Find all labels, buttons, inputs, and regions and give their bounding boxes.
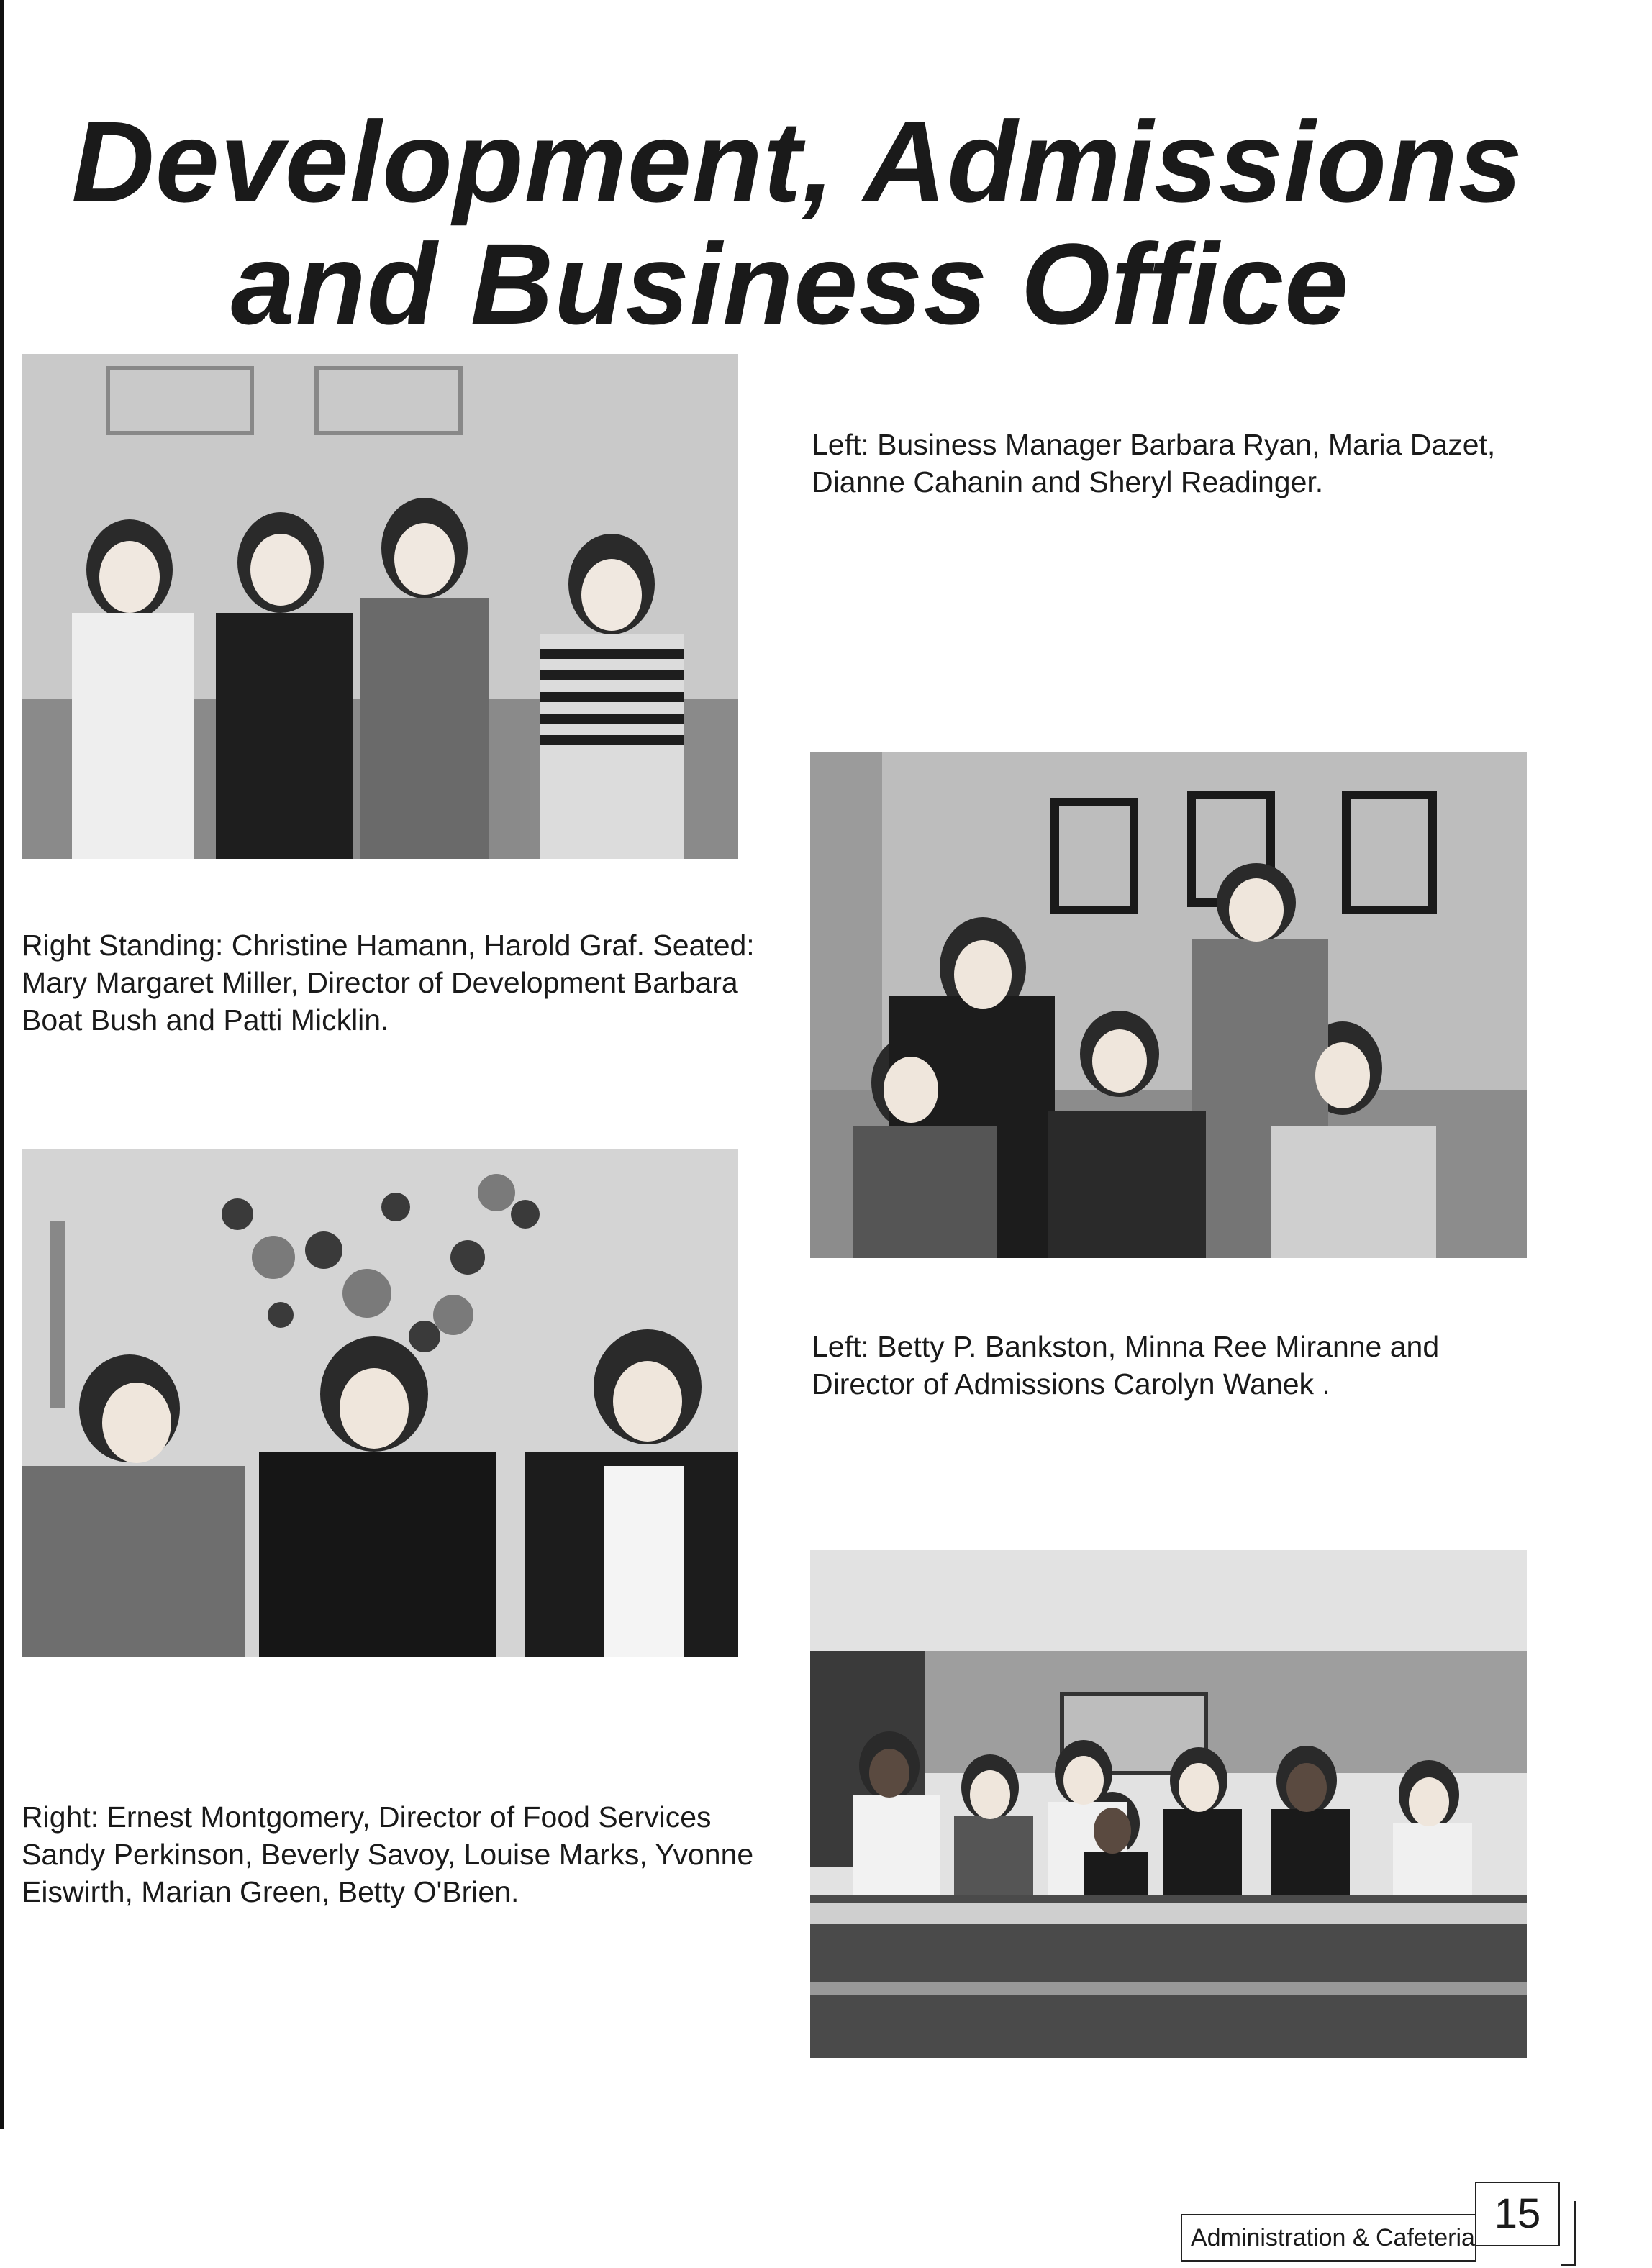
caption-line: Left: Betty P. Bankston, Minna Ree Miranne and (812, 1330, 1440, 1363)
page-number-tab (1561, 2201, 1576, 2266)
caption-business-office (812, 426, 1495, 501)
caption-line: Sandy Perkinson, Beverly Savoy, Louise Marks, Yvonne (22, 1838, 754, 1871)
caption-line: Boat Bush and Patti Micklin. (22, 1003, 389, 1037)
caption-line: Mary Margaret Miller, Director of Development Barbara (22, 966, 738, 999)
caption-admissions (812, 1328, 1439, 1403)
page-title-line-1: Development, Admissions (71, 97, 1523, 226)
photo-admissions-office (22, 1149, 738, 1657)
caption-development (22, 926, 755, 1039)
caption-line: Eiswirth, Marian Green, Betty O'Brien. (22, 1875, 519, 1908)
caption-line: Left: Business Manager Barbara Ryan, Maria Dazet, (812, 428, 1496, 461)
photo-development-office (810, 752, 1527, 1258)
page-title-line-2: and Business Office (230, 219, 1350, 348)
caption-line: Director of Admissions Carolyn Wanek . (812, 1367, 1330, 1401)
page-number: 15 (1475, 2182, 1560, 2246)
caption-line: Right: Ernest Montgomery, Director of Food Services (22, 1800, 712, 1834)
caption-food-services (22, 1798, 753, 1911)
footer-section-label: Administration & Cafeteria (1191, 2224, 1475, 2251)
caption-line: Dianne Cahanin and Sheryl Readinger. (812, 465, 1324, 498)
photo-cafeteria-staff (810, 1550, 1527, 2058)
caption-line: Right Standing: Christine Hamann, Harold Graf. Seated: (22, 929, 755, 962)
photo-business-office (22, 354, 738, 859)
